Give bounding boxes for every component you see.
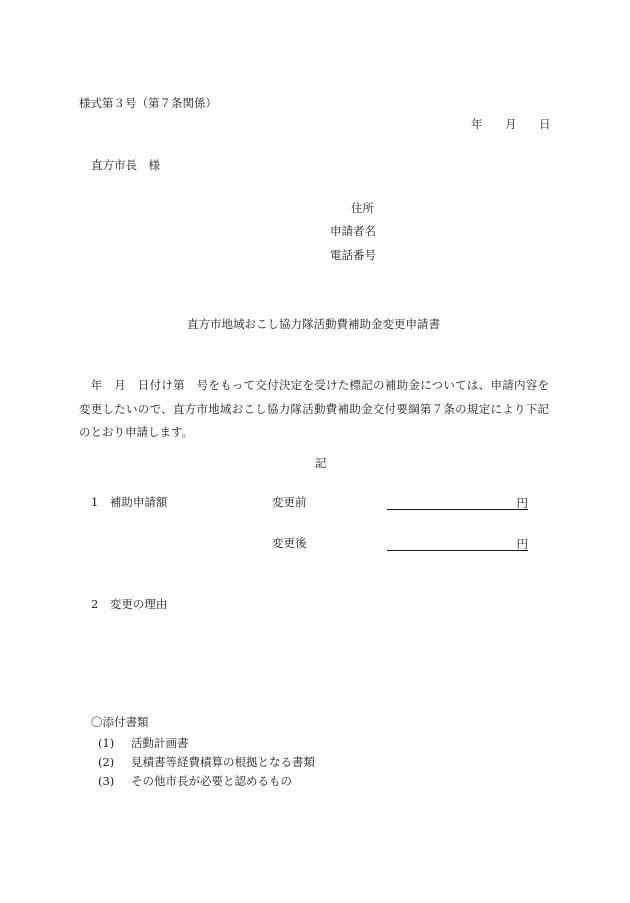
- item2-label: 2 変更の理由: [91, 597, 168, 611]
- phone-label: 電話番号: [330, 248, 376, 262]
- applicant-name-label: 申請者名: [330, 224, 376, 238]
- after-label: 変更後: [272, 536, 307, 550]
- attachment-number: (2): [98, 755, 115, 769]
- attachments-heading: 〇添付書類: [91, 715, 149, 729]
- attachment-number: (3): [98, 774, 115, 788]
- attachment-text: 活動計画書: [131, 736, 189, 750]
- addressee: 直方市長 様: [91, 158, 160, 172]
- body-paragraph: 年 月 日付け第 号をもって交付決定を受けた標記の補助金については、申請内容を変更したいので、直方市地域おこし協力隊活動費補助金交付要綱第７条の規定により下記のとおり申請します。: [79, 378, 549, 439]
- attachment-text: 見積書等経費積算の根拠となる書類: [131, 755, 315, 769]
- date-day: 日: [539, 117, 551, 131]
- address-label: 住所: [351, 201, 374, 215]
- after-currency: 円: [516, 537, 528, 551]
- form-number: 様式第３号（第７条関係）: [79, 96, 217, 110]
- after-amount-field: [387, 536, 528, 551]
- attachment-text: その他市長が必要と認めるもの: [131, 774, 292, 788]
- document-title: 直方市地域おこし協力隊活動費補助金変更申請書: [187, 317, 440, 331]
- before-label: 変更前: [272, 495, 307, 509]
- date-month: 月: [505, 117, 517, 131]
- item1-label: 1 補助申請額: [91, 495, 168, 509]
- before-amount-field: [387, 495, 528, 510]
- date-year: 年: [471, 117, 483, 131]
- note-heading: 記: [315, 456, 327, 470]
- attachment-number: (1): [98, 736, 115, 750]
- before-currency: 円: [516, 496, 528, 510]
